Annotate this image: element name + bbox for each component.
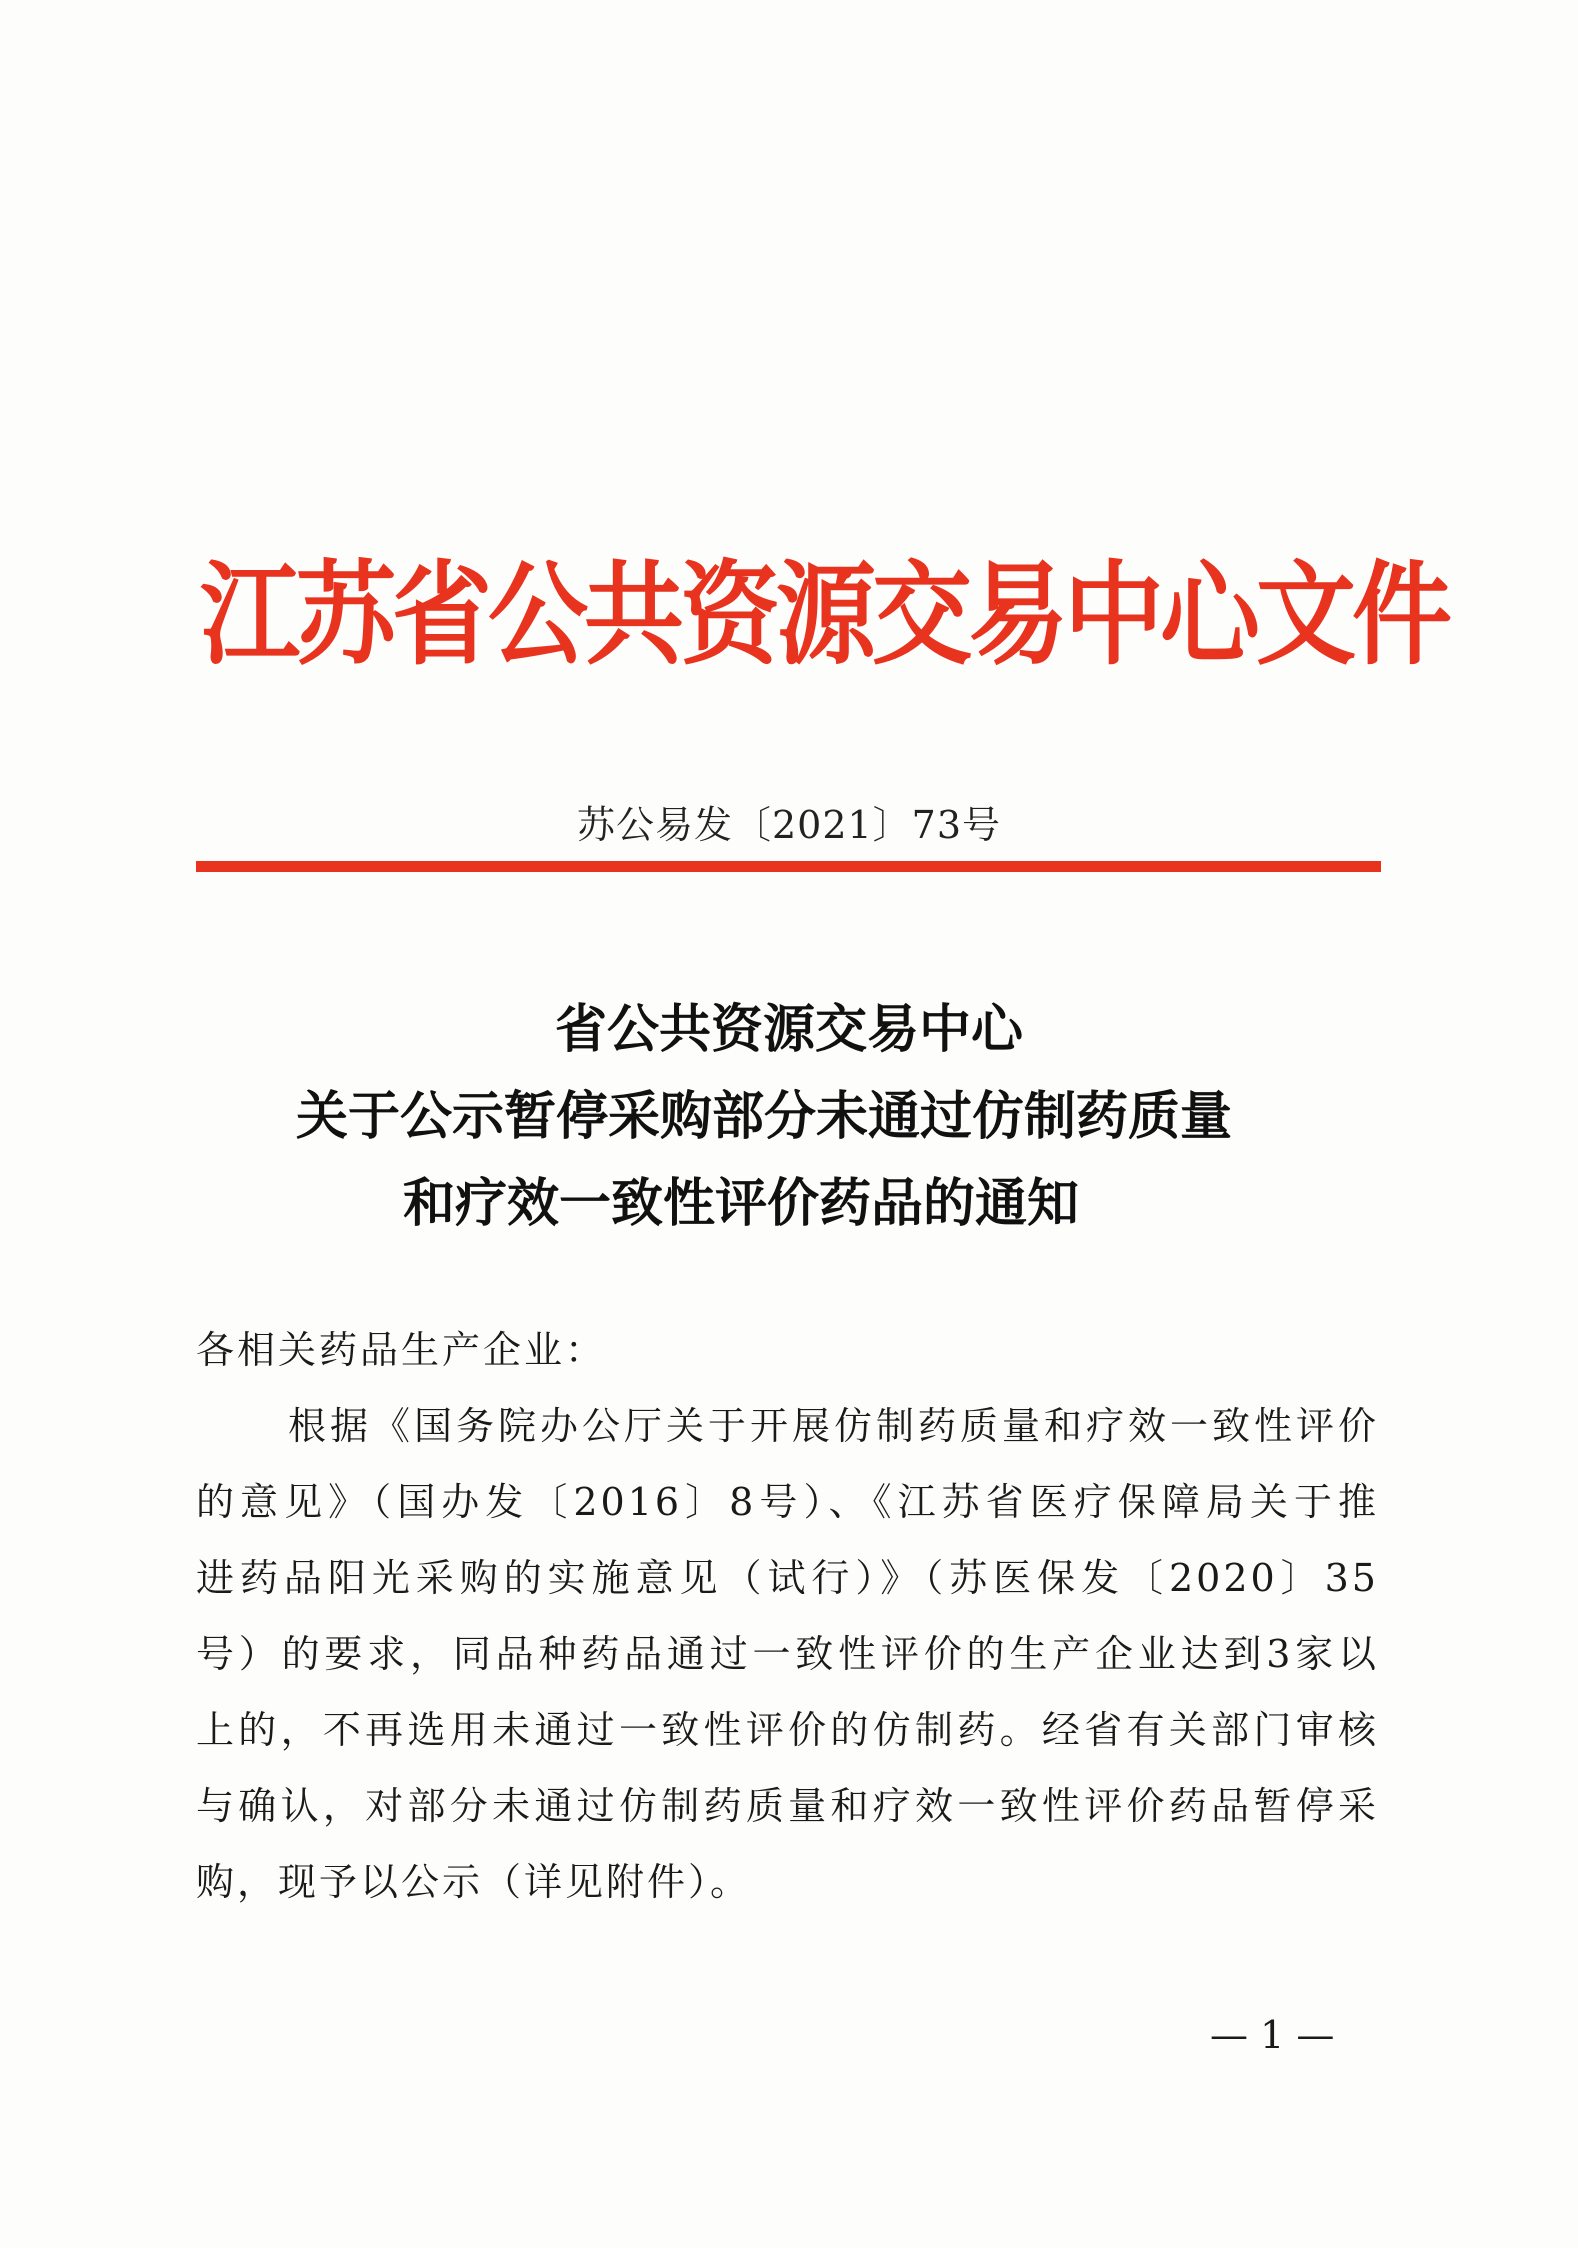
- body-text-line: 进药品阳光采购的实施意见（试行）》（苏医保发〔2020〕35: [196, 1556, 1379, 1600]
- body-text-line: 根据《国务院办公厅关于开展仿制药质量和疗效一致性评价: [288, 1404, 1379, 1448]
- notice-title-line-2: 关于公示暂停采购部分未通过仿制药质量: [296, 1087, 1233, 1147]
- body-text-line: 上的，不再选用未通过一致性评价的仿制药。经省有关部门审核: [196, 1708, 1379, 1752]
- notice-title-line-3: 和疗效一致性评价药品的通知: [403, 1174, 1080, 1234]
- issuer-red-header: 江苏省公共资源交易中心文件: [200, 549, 1448, 681]
- body-text-line: 号）的要求，同品种药品通过一致性评价的生产企业达到3家以: [196, 1632, 1379, 1676]
- salutation: 各相关药品生产企业：: [196, 1328, 607, 1372]
- body-text-line: 与确认，对部分未通过仿制药质量和疗效一致性评价药品暂停采: [196, 1784, 1379, 1828]
- body-text-line: 的意见》（国办发〔2016〕8号）、《江苏省医疗保障局关于推: [196, 1480, 1379, 1524]
- page-number: — 1 —: [1210, 2013, 1335, 2057]
- body-text-line: 购，现予以公示（详见附件）。: [196, 1860, 752, 1904]
- red-divider-line: [196, 861, 1381, 872]
- notice-title-line-1: 省公共资源交易中心: [554, 1000, 1023, 1060]
- document-number: 苏公易发〔2021〕73号: [576, 803, 1002, 847]
